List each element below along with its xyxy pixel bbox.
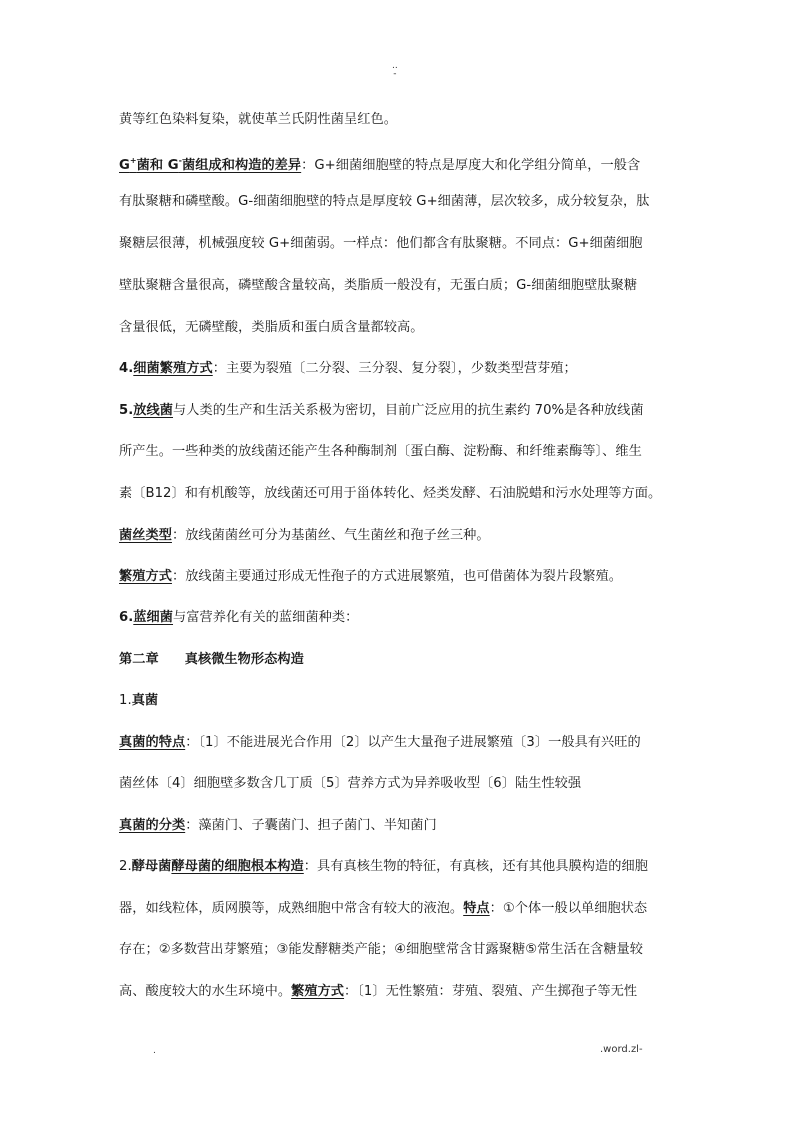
section-heading: 繁殖方式 [119, 569, 172, 584]
chapter-title: 真核微生物形态构造 [184, 652, 304, 667]
section-heading: 放线菌 [133, 403, 174, 418]
body-text: 与富营养化有关的蓝细菌种类： [173, 610, 359, 625]
list-number: 4. [119, 361, 134, 376]
body-text: 黄等红色染料复染，就使革兰氏阴性菌呈红色。 [119, 112, 397, 127]
body-text: 有肽聚糖和磷壁酸。G-细菌细胞壁的特点是厚度较 G+细菌薄，层次较多，成分较复杂，肽 [119, 194, 650, 209]
paragraph-line [119, 192, 679, 212]
body-text: 菌丝体〔4〕细胞壁多数含几丁质〔5〕营养方式为异养吸收型〔6〕陆生性较强 [119, 776, 582, 791]
list-number: 2. [119, 859, 132, 874]
body-text: 所产生。一些种类的放线菌还能产生各种酶制剂〔蛋白酶、淀粉酶、和纤维素酶等〕、维生 [119, 444, 642, 459]
chapter-heading [119, 650, 679, 670]
list-number: 5. [119, 403, 134, 418]
section-heading: 真菌的分类 [119, 818, 186, 833]
paragraph-line [119, 940, 679, 960]
section-heading: 细菌繁殖方式 [133, 361, 213, 376]
paragraph-line [119, 816, 679, 836]
paragraph-line [119, 691, 679, 711]
list-number: 1. [119, 693, 132, 708]
body-text: 存在；②多数营出芽繁殖；③能发酵糖类产能；④细胞壁常含甘露聚糖⑤常生活在含糖量较 [119, 942, 644, 957]
section-heading: 菌丝类型 [119, 528, 172, 543]
body-text: 壁肽聚糖含量很高，磷壁酸含量较高，类脂质一般没有，无蛋白质；G-细菌细胞壁肽聚糖 [119, 278, 638, 293]
section-heading: 真菌 [131, 693, 159, 708]
header-dots: .. [392, 61, 398, 71]
footer-right-mark: .word.zl- [600, 1044, 643, 1055]
paragraph-line [119, 484, 679, 504]
body-text: 与人类的生产和生活关系极为密切，目前广泛应用的抗生素约 70%是各种放线菌 [173, 403, 644, 418]
list-number: 6. [119, 610, 134, 625]
paragraph-line [119, 526, 679, 546]
section-heading: 蓝细菌 [133, 610, 174, 625]
paragraph-line [119, 857, 679, 877]
paragraph-line [119, 774, 679, 794]
body-text: 含量很低，无磷壁酸，类脂质和蛋白质含量都较高。 [119, 320, 424, 335]
section-heading: 特点 [463, 901, 490, 916]
body-text: ：G+细菌细胞壁的特点是厚度大和化学组分简单，一般含 [301, 158, 641, 173]
body-text: ：〔1〕无性繁殖：芽殖、裂殖、产生掷孢子等无性 [344, 984, 638, 999]
header-dash: - [393, 69, 397, 79]
paragraph-line [119, 608, 679, 628]
section-heading: G+菌和 G-菌组成和构造的差异 [119, 156, 302, 173]
paragraph-line [119, 151, 679, 176]
section-heading: 酵母菌的细胞根本构造 [171, 859, 304, 874]
paragraph-line [119, 733, 679, 753]
body-text: 素〔B12〕和有机酸等，放线菌还可用于甾体转化、烃类发酵、石油脱蜡和污水处理等方面。 [119, 486, 662, 501]
body-text: 器，如线粒体，质网膜等，成熟细胞中常含有较大的液泡。 [119, 901, 464, 916]
body-text: ：藻菌门、子囊菌门、担子菌门、半知菌门 [185, 818, 437, 833]
paragraph-line [119, 276, 679, 296]
paragraph-line [119, 234, 679, 254]
paragraph-line [119, 359, 679, 379]
chapter-number: 第二章 [119, 652, 159, 667]
paragraph-line [119, 110, 679, 130]
body-text: ：放线菌主要通过形成无性孢子的方式进展繁殖，也可借菌体为裂片段繁殖。 [171, 569, 623, 584]
paragraph-line [119, 899, 679, 919]
body-text: ：具有真核生物的特征，有真核，还有其他具膜构造的细胞 [303, 859, 648, 874]
section-heading: 真菌的特点 [119, 735, 186, 750]
body-text: ：放线菌菌丝可分为基菌丝、气生菌丝和孢子丝三种。 [171, 528, 490, 543]
paragraph-line [119, 982, 679, 1002]
page-header-mark [392, 62, 398, 78]
body-text: ：〔1〕不能进展光合作用〔2〕以产生大量孢子进展繁殖〔3〕一般具有兴旺的 [185, 735, 641, 750]
paragraph-line [119, 442, 679, 462]
section-heading: 酵母菌 [131, 859, 172, 874]
body-text: ：主要为裂殖〔二分裂、三分裂、复分裂〕，少数类型营芽殖； [212, 361, 577, 376]
section-heading: 繁殖方式 [291, 984, 345, 999]
body-text: 高、酸度较大的水生环境中。 [119, 984, 292, 999]
body-text: 聚糖层很薄，机械强度较 G+细菌弱。一样点：他们都含有肽聚糖。不同点：G+细菌细胞 [119, 236, 643, 251]
body-text: ：①个体一般以单细胞状态 [489, 901, 648, 916]
paragraph-line [119, 567, 679, 587]
footer-left-mark: . [153, 1046, 156, 1056]
paragraph-line [119, 401, 679, 421]
paragraph-line [119, 318, 679, 338]
